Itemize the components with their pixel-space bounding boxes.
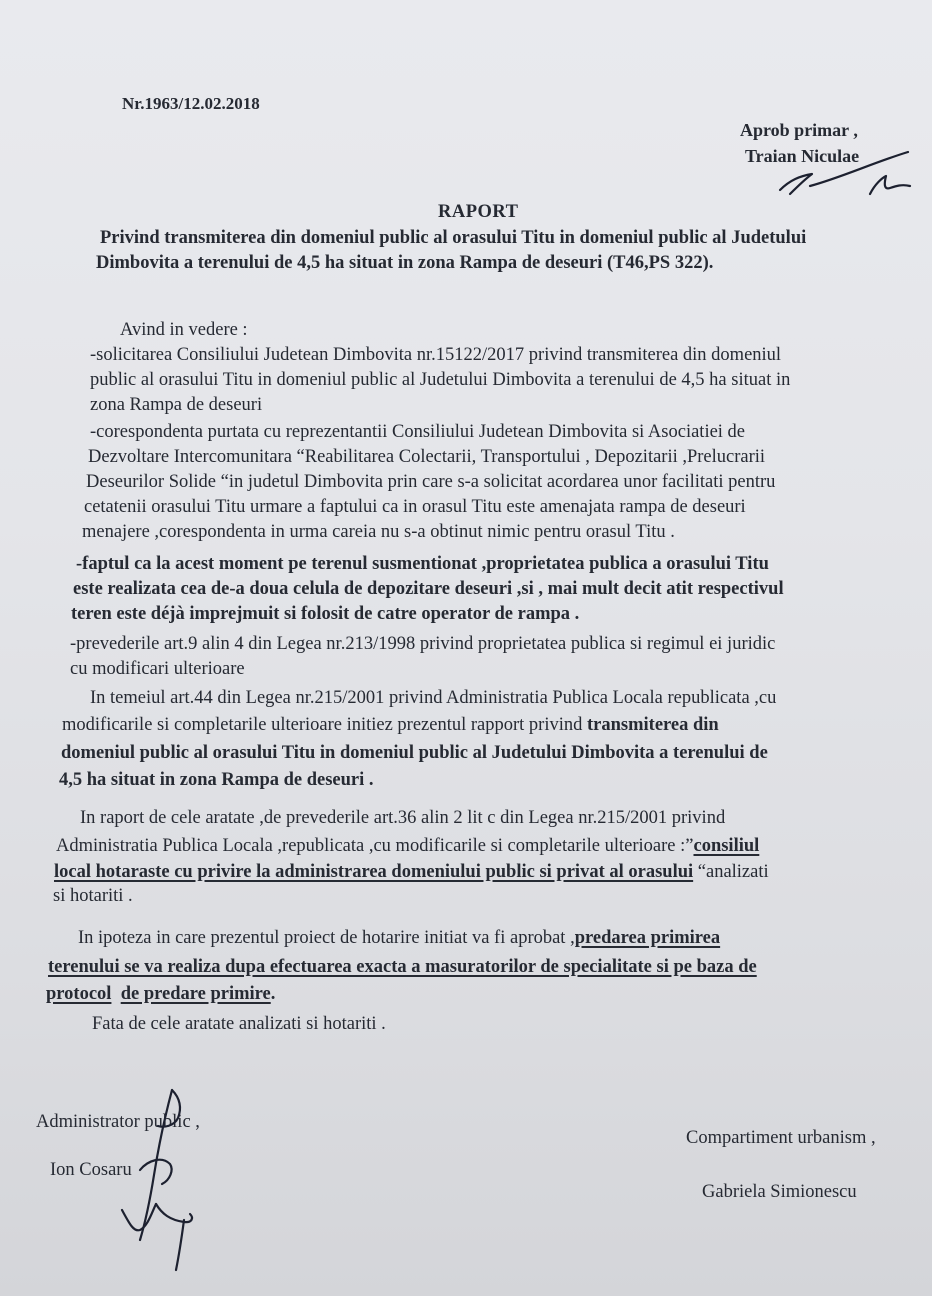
para6-line-4: si hotariti . [53, 886, 133, 906]
para3-line-1: -faptul ca la acest moment pe terenul susmentionat ,proprietatea publica a orasului Titu [76, 554, 769, 574]
subtitle-line-1: Privind transmiterea din domeniul public al orasului Titu in domeniul public al Judetului [100, 228, 807, 248]
para7-line-3 [46, 982, 275, 1006]
para6-line-2 [56, 834, 759, 858]
para7-line-2: terenului se va realiza dupa efectuarea exacta a masuratorilor de specialitate si pe baza de [48, 957, 757, 977]
para6-line-2-bold: consiliul [693, 836, 760, 856]
administrator-signature [100, 1080, 230, 1280]
closing-text: Fata de cele aratate analizati si hotariti . [92, 1014, 386, 1034]
para2-line-4: cetatenii orasului Titu urmare a faptului ca in orasul Titu este amenajata rampa de deseuri [84, 497, 746, 517]
para6-line-2-text: Administratia Publica Locala ,republicata ,cu modificarile si completarile ulterioare :” [56, 836, 694, 856]
para5-line-3: domeniul public al orasului Titu in domeniul public al Judetului Dimbovita a terenului de [61, 743, 768, 763]
para3-line-3: teren este déjà imprejmuit si folosit de catre operator de rampa . [71, 604, 580, 624]
para7-line-1-text: In ipoteza in care prezentul proiect de hotarire initiat va fi aprobat , [78, 928, 575, 948]
left-signatory-role: Administrator public , [36, 1112, 200, 1132]
mayor-name: Traian Niculae [745, 146, 860, 166]
right-signatory-name: Gabriela Simionescu [702, 1182, 857, 1202]
left-signatory-name: Ion Cosaru [50, 1160, 132, 1180]
para3-line-2: este realizata cea de-a doua celula de depozitare deseuri ,si , mai mult decit atit respectivul [73, 579, 784, 599]
para6-line-3-bold: local hotaraste cu privire la administrarea domeniului public si privat al orasului [54, 862, 694, 882]
para7-line-3-predare: de predare primire [120, 984, 271, 1004]
para2-line-3: Deseurilor Solide “in judetul Dimbovita prin care s-a solicitat acordarea unor facilitati pentru [86, 472, 776, 492]
para4-line-1: -prevederile art.9 alin 4 din Legea nr.213/1998 privind proprietatea publica si regimul ei juridic [70, 634, 776, 654]
para1-line-2: public al orasului Titu in domeniul public al Judetului Dimbovita a terenului de 4,5 ha situat in [90, 370, 791, 390]
para5-line-4: 4,5 ha situat in zona Rampa de deseuri . [59, 770, 374, 790]
document-title: RAPORT [438, 202, 519, 222]
para2-line-1: -corespondenta purtata cu reprezentantii Consiliului Judetean Dimbovita si Asociatiei de [90, 422, 746, 442]
para7-line-3-protocol: protocol [46, 984, 112, 1004]
intro-text: Avind in vedere : [120, 320, 248, 340]
para1-line-3: zona Rampa de deseuri [90, 395, 263, 415]
para7-line-3-dot: . [270, 984, 276, 1004]
para7-line-1 [78, 926, 720, 950]
para6-line-3-text: “analizati [693, 862, 769, 882]
subtitle-line-2: Dimbovita a terenului de 4,5 ha situat in zona Rampa de deseuri (T46,PS 322). [96, 253, 714, 273]
right-signatory-role: Compartiment urbanism , [686, 1128, 876, 1148]
para1-line-1: -solicitarea Consiliului Judetean Dimbovita nr.15122/2017 privind transmiterea din domeniul [90, 345, 782, 365]
document-number: Nr.1963/12.02.2018 [122, 94, 260, 113]
para2-line-5: menajere ,corespondenta in urma careia nu s-a obtinut nimic pentru orasul Titu . [82, 522, 675, 542]
para4-line-2: cu modificari ulterioare [70, 659, 245, 679]
approval-label: Aprob primar , [740, 120, 858, 140]
para5-line-2-bold: transmiterea din [587, 715, 719, 735]
para7-line-1-bold: predarea primirea [574, 928, 721, 948]
para6-line-1: In raport de cele aratate ,de prevederile art.36 alin 2 lit c din Legea nr.215/2001 privind [80, 808, 726, 828]
para5-line-2 [62, 713, 719, 737]
para5-line-2-text: modificarile si completarile ulterioare initiez prezentul rapport privind [62, 715, 587, 735]
para5-line-1: In temeiul art.44 din Legea nr.215/2001 privind Administratia Publica Locala republicata ,cu [90, 688, 777, 708]
para6-line-3 [54, 860, 769, 884]
para2-line-2: Dezvoltare Intercomunitara “Reabilitarea Colectarii, Transportului , Depozitarii ,Prelucrarii [88, 447, 766, 467]
mayor-signature [760, 150, 920, 200]
